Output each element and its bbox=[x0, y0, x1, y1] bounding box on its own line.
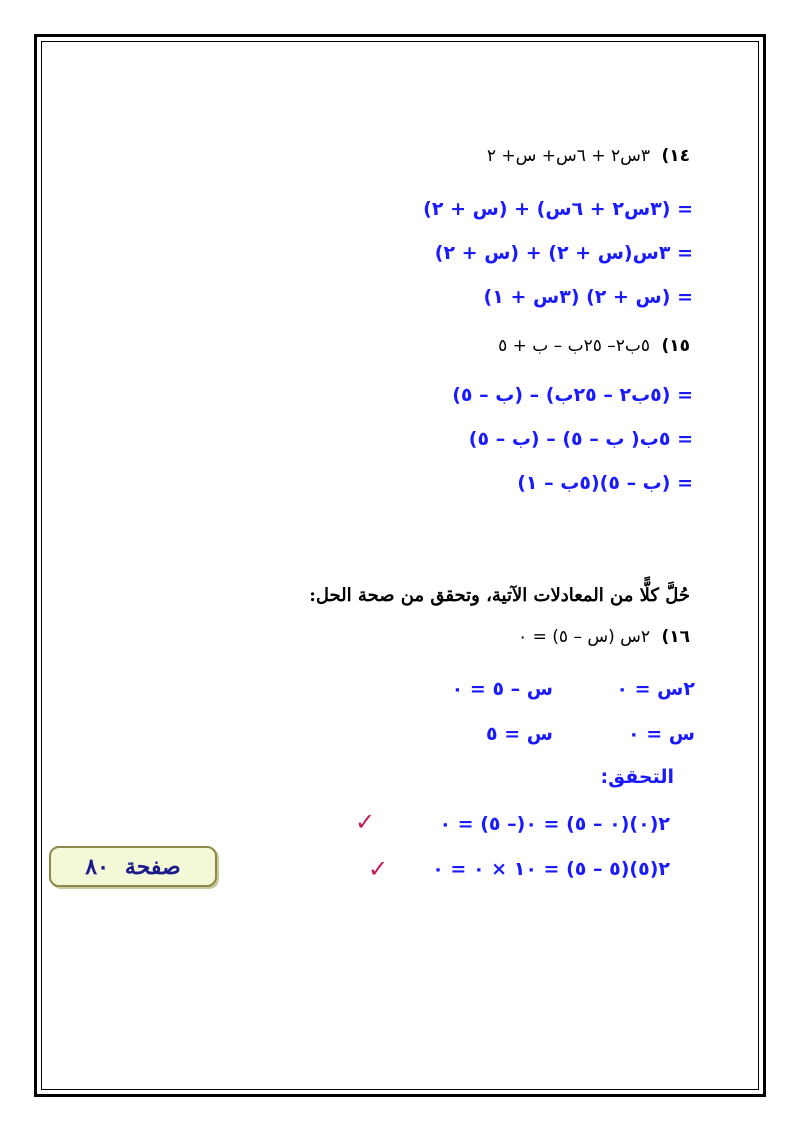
page-number: ٨٠ bbox=[85, 853, 109, 880]
answer-14-step-2: = ٣س(س + ٢) + (س + ٢) bbox=[434, 242, 693, 264]
page-number-badge bbox=[49, 846, 217, 887]
question-16-number: ١٦) bbox=[661, 627, 690, 647]
check-icon: ✓ bbox=[368, 855, 389, 883]
answer-14-step-3: = (س + ٢) (٣س + ١) bbox=[483, 286, 693, 308]
question-15 bbox=[498, 336, 690, 356]
question-14-number: ١٤) bbox=[661, 146, 690, 166]
verify-line-2: ٢(٥)(٥ – ٥) = ١٠ × ٠ = ٠ bbox=[432, 858, 670, 880]
solution-x-zero: س = ٠ bbox=[628, 723, 695, 745]
answer-15-step-3: = (ب – ٥)(٥ب – ١) bbox=[517, 472, 693, 494]
answer-14-step-1: = (٣س٢ + ٦س) + (س + ٢) bbox=[423, 198, 693, 220]
answer-15-step-2: = ٥ب( ب – ٥) – (ب – ٥) bbox=[468, 428, 693, 450]
solution-left-factor: ٢س = ٠ bbox=[616, 678, 695, 700]
section-heading: حُلَّ كلًّا من المعادلات الآتية، وتحقق من صحة الحل: bbox=[309, 585, 690, 606]
question-14 bbox=[487, 146, 690, 166]
question-16-expression: ٢س (س – ٥) = ٠ bbox=[518, 627, 651, 647]
verify-label: التحقق: bbox=[600, 766, 674, 788]
page-label: صفحة bbox=[124, 853, 181, 880]
solution-right-factor: س – ٥ = ٠ bbox=[451, 678, 553, 700]
answer-15-step-1: = (٥ب٢ – ٢٥ب) – (ب – ٥) bbox=[452, 384, 693, 406]
question-14-expression: ٣س٢ + ٦س+ س+ ٢ bbox=[486, 146, 651, 166]
verify-line-1: ٢(٠)(٠ – ٥) = ٠(– ٥) = ٠ bbox=[439, 813, 670, 835]
question-15-number: ١٥) bbox=[661, 336, 690, 356]
check-icon: ✓ bbox=[355, 808, 376, 836]
question-15-expression: ٥ب٢– ٢٥ب – ب + ٥ bbox=[498, 336, 651, 356]
question-16 bbox=[518, 627, 690, 647]
solution-x-five: س = ٥ bbox=[486, 723, 553, 745]
